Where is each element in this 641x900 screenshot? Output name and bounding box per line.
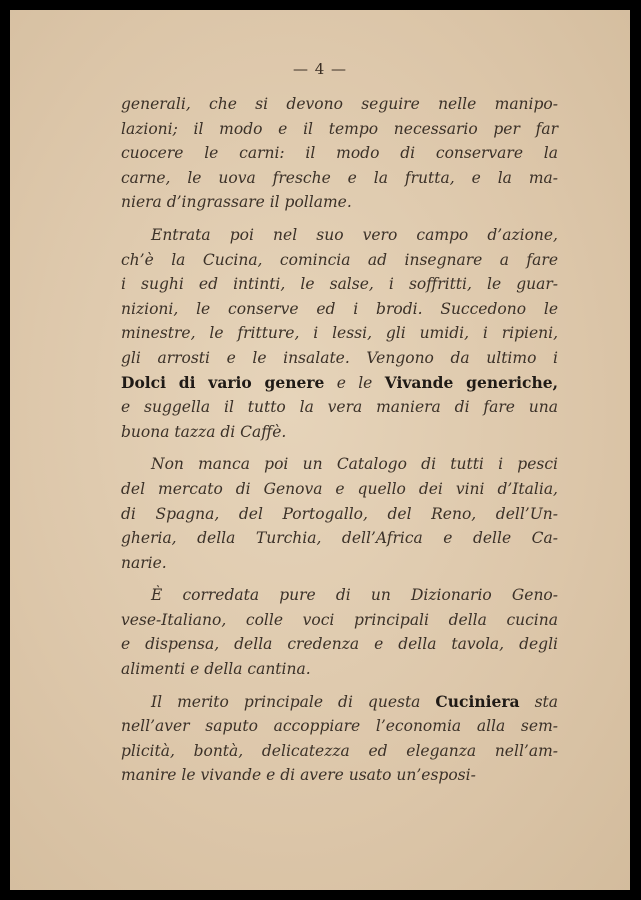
text-run: lazioni; il modo e il tempo necessario per far	[121, 119, 558, 138]
text-run: carne, le uova fresche e la frutta, e la ma-	[121, 168, 558, 187]
emphasized-term: Dolci di vario genere	[121, 372, 325, 392]
text-run: del mercato di Genova e quello dei vini d’Italia,	[121, 479, 558, 498]
text-run: vese-Italiano, colle voci principali della cucina	[121, 610, 558, 629]
text-line	[121, 420, 558, 445]
text-line	[121, 190, 558, 215]
text-run: È corredata pure di un Dizionario Geno-	[151, 586, 558, 605]
emphasized-term: Vivande generiche,	[384, 372, 558, 392]
page-number: — 4 —	[292, 60, 348, 78]
text-line	[121, 502, 558, 527]
text-run: Il merito principale di questa	[151, 692, 436, 711]
text-line	[121, 763, 558, 788]
paragraph	[121, 583, 558, 681]
text-line	[121, 117, 558, 142]
text-run: narie.	[121, 553, 167, 572]
text-line	[121, 395, 558, 420]
text-line	[121, 739, 558, 764]
text-run: generali, che si devono seguire nelle manipo-	[121, 95, 558, 113]
text-line	[121, 632, 558, 657]
paragraph	[121, 92, 558, 215]
text-run: ch’è la Cucina, comincia ad insegnare a fare	[121, 250, 558, 269]
text-line	[121, 551, 558, 576]
text-line	[121, 526, 558, 551]
text-run: e le	[324, 373, 385, 392]
text-run: i sughi ed intinti, le salse, i soffritti, le guar-	[121, 275, 558, 294]
text-line	[121, 452, 558, 477]
text-line	[121, 371, 558, 396]
text-line	[121, 714, 558, 739]
text-run: manire le vivande e di avere usato un’esposi-	[121, 766, 476, 785]
text-line	[121, 92, 558, 117]
text-run: nizioni, le conserve ed i brodi. Succedono le	[121, 299, 558, 318]
text-line	[121, 248, 558, 273]
text-run: Non manca poi un Catalogo di tutti i pesci	[151, 455, 558, 474]
body-text	[121, 92, 558, 788]
text-run: Entrata poi nel suo vero campo d’azione,	[151, 225, 558, 244]
text-line	[121, 272, 558, 297]
text-line	[121, 657, 558, 682]
text-line	[121, 346, 558, 371]
text-run: plicità, bontà, delicatezza ed eleganza nell’am-	[121, 741, 558, 760]
text-line	[121, 477, 558, 502]
text-run: minestre, le fritture, i lessi, gli umidi, i ripieni,	[121, 324, 558, 343]
text-line	[121, 223, 558, 248]
text-line	[121, 608, 558, 633]
text-run: alimenti e della cantina.	[121, 660, 311, 679]
paragraph	[121, 223, 558, 444]
text-line	[121, 690, 558, 715]
book-page	[10, 10, 630, 890]
text-run: gheria, della Turchia, dell’Africa e delle Ca-	[121, 529, 558, 548]
text-line	[121, 321, 558, 346]
text-line	[121, 297, 558, 322]
text-line	[121, 583, 558, 608]
text-run: sta	[519, 692, 558, 711]
emphasized-term: Cuciniera	[435, 691, 520, 711]
paragraph	[121, 690, 558, 788]
text-line	[121, 141, 558, 166]
paragraph	[121, 452, 558, 575]
text-run: nell’aver saputo accoppiare l’economia alla sem-	[121, 717, 558, 736]
text-run: di Spagna, del Portogallo, del Reno, dell’Un-	[121, 504, 558, 523]
text-run: niera d’ingrassare il pollame.	[121, 193, 352, 212]
text-run: e dispensa, della credenza e della tavola, degli	[121, 635, 558, 654]
text-run: buona tazza di Caffè.	[121, 422, 287, 441]
text-line	[121, 166, 558, 191]
text-run: cuocere le carni: il modo di conservare la	[121, 144, 558, 163]
text-run: e suggella il tutto la vera maniera di fare una	[121, 398, 558, 417]
text-run: gli arrosti e le insalate. Vengono da ultimo i	[121, 348, 558, 367]
